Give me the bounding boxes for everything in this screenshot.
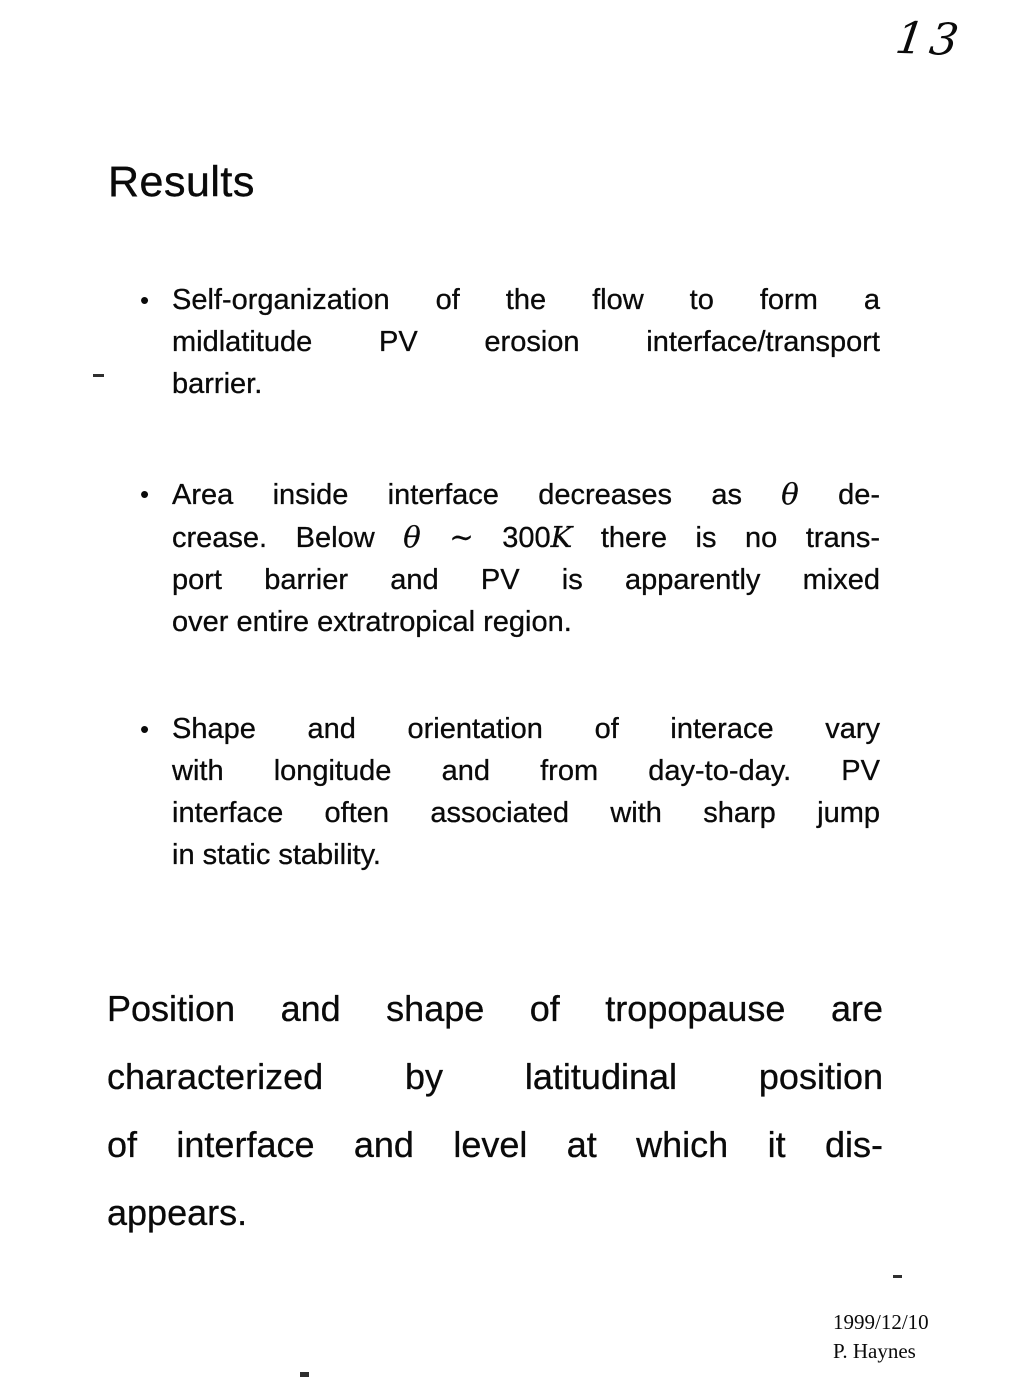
bullet-text: Area inside interface decreases as θ de- crease. Below θ ∼ 300K there is no trans- port barrier and PV is apparently mixed over entire extratropical region. — [172, 477, 881, 638]
footer — [833, 1308, 929, 1366]
bullet-text: Shape and orientation of interace vary with longitude and from day-to-day. PV interface often associated with sharp jump in static stability. — [172, 713, 880, 871]
bullet-item-self-organization — [140, 279, 880, 405]
bullet-marker: • — [140, 479, 150, 509]
stray-scan-mark — [893, 1275, 902, 1278]
bullet-marker: • — [140, 714, 150, 744]
bullet-text: Self-organization of the flow to form a midlatitude PV erosion interface/transport barrier. — [172, 284, 880, 400]
footer-date: 1999/12/10 — [833, 1310, 929, 1334]
handwritten-page-number: 13 — [892, 12, 968, 67]
page-title: Results — [108, 158, 255, 206]
bullet-marker: • — [140, 285, 150, 315]
bullet-item-area-inside-interface — [140, 473, 880, 643]
math-symbol: ∼ — [449, 520, 474, 554]
math-symbol: K — [550, 520, 573, 554]
math-symbol: θ — [403, 520, 421, 554]
footer-author: P. Haynes — [833, 1339, 916, 1363]
math-symbol: θ — [781, 477, 799, 511]
stray-scan-mark — [300, 1372, 309, 1377]
closing-paragraph: Position and shape of tropopause are characterized by latitudinal position of interface and level at which it dis- appears. — [107, 988, 883, 1233]
stray-scan-mark — [93, 374, 104, 377]
bullet-item-shape-orientation — [140, 708, 880, 876]
